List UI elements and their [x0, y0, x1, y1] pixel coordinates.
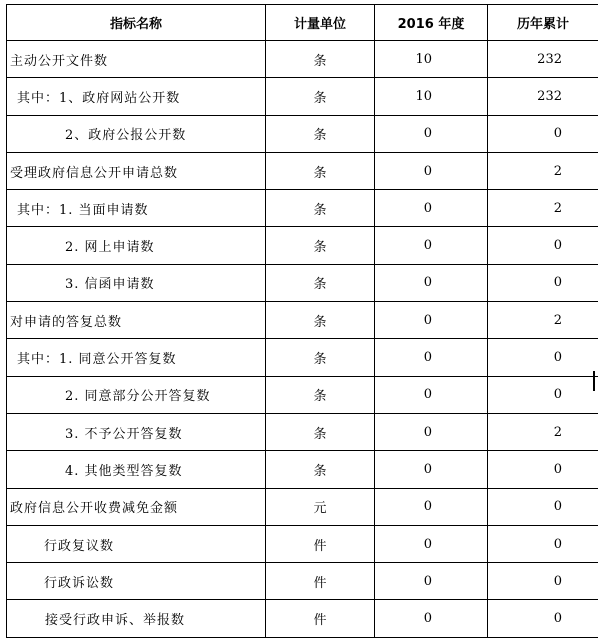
- table-header-row: [7, 5, 598, 41]
- row-unit: 条: [266, 190, 375, 227]
- table-row: [7, 152, 598, 189]
- row-name: 其中：1. 当面申请数: [7, 190, 266, 227]
- row-total-value: 0: [488, 451, 598, 488]
- row-unit: 条: [266, 302, 375, 339]
- row-total-value: 2: [488, 302, 598, 339]
- table-row: [7, 190, 598, 227]
- row-unit: 元: [266, 488, 375, 525]
- row-year-value: 0: [375, 600, 488, 637]
- header-indicator-name: 指标名称: [7, 5, 266, 41]
- row-year-value: 0: [375, 376, 488, 413]
- text-cursor-mark: [593, 371, 595, 391]
- table-row: [7, 525, 598, 562]
- row-name: 3. 信函申请数: [7, 264, 266, 301]
- row-unit: 条: [266, 376, 375, 413]
- row-total-value: 2: [488, 413, 598, 450]
- info-disclosure-table: [6, 4, 598, 638]
- table-row: [7, 264, 598, 301]
- row-name: 2. 网上申请数: [7, 227, 266, 264]
- table-row: [7, 376, 598, 413]
- row-total-value: 0: [488, 376, 598, 413]
- row-name: 政府信息公开收费减免金额: [7, 488, 266, 525]
- row-unit: 条: [266, 413, 375, 450]
- row-year-value: 0: [375, 525, 488, 562]
- table-row: [7, 115, 598, 152]
- table-row: [7, 227, 598, 264]
- table-row: [7, 78, 598, 115]
- row-year-value: 10: [375, 41, 488, 78]
- row-year-value: 0: [375, 488, 488, 525]
- row-year-value: 0: [375, 190, 488, 227]
- row-total-value: 0: [488, 227, 598, 264]
- row-unit: 条: [266, 115, 375, 152]
- row-total-value: 2: [488, 152, 598, 189]
- row-year-value: 0: [375, 563, 488, 600]
- row-unit: 件: [266, 525, 375, 562]
- row-year-value: 0: [375, 302, 488, 339]
- row-year-value: 0: [375, 264, 488, 301]
- row-name: 其中：1. 同意公开答复数: [7, 339, 266, 376]
- row-year-value: 0: [375, 115, 488, 152]
- table-row: [7, 302, 598, 339]
- table-row: [7, 41, 598, 78]
- row-name: 2. 同意部分公开答复数: [7, 376, 266, 413]
- row-total-value: 2: [488, 190, 598, 227]
- row-name: 受理政府信息公开申请总数: [7, 152, 266, 189]
- row-name: 行政复议数: [7, 525, 266, 562]
- row-unit: 件: [266, 563, 375, 600]
- table-row: [7, 339, 598, 376]
- row-year-value: 0: [375, 227, 488, 264]
- table-row: [7, 488, 598, 525]
- row-name: 2、政府公报公开数: [7, 115, 266, 152]
- row-unit: 件: [266, 600, 375, 637]
- row-total-value: 0: [488, 563, 598, 600]
- row-unit: 条: [266, 339, 375, 376]
- table-row: [7, 413, 598, 450]
- row-total-value: 0: [488, 525, 598, 562]
- row-name: 3. 不予公开答复数: [7, 413, 266, 450]
- row-total-value: 0: [488, 339, 598, 376]
- row-total-value: 0: [488, 600, 598, 637]
- row-name: 主动公开文件数: [7, 41, 266, 78]
- row-unit: 条: [266, 227, 375, 264]
- row-total-value: 0: [488, 264, 598, 301]
- header-year-2016: 2016 年度: [375, 5, 488, 41]
- table-row: [7, 451, 598, 488]
- table-row: [7, 600, 598, 637]
- row-year-value: 10: [375, 78, 488, 115]
- table-row: [7, 563, 598, 600]
- row-name: 行政诉讼数: [7, 563, 266, 600]
- row-unit: 条: [266, 78, 375, 115]
- row-total-value: 232: [488, 78, 598, 115]
- row-unit: 条: [266, 264, 375, 301]
- row-year-value: 0: [375, 339, 488, 376]
- row-total-value: 232: [488, 41, 598, 78]
- row-unit: 条: [266, 152, 375, 189]
- info-disclosure-table-wrapper: [6, 4, 598, 638]
- header-cumulative: 历年累计: [488, 5, 598, 41]
- row-year-value: 0: [375, 451, 488, 488]
- row-name: 其中：1、政府网站公开数: [7, 78, 266, 115]
- row-total-value: 0: [488, 115, 598, 152]
- row-name: 接受行政申诉、举报数: [7, 600, 266, 637]
- row-total-value: 0: [488, 488, 598, 525]
- row-name: 4. 其他类型答复数: [7, 451, 266, 488]
- row-year-value: 0: [375, 152, 488, 189]
- header-unit: 计量单位: [266, 5, 375, 41]
- row-unit: 条: [266, 451, 375, 488]
- row-unit: 条: [266, 41, 375, 78]
- row-name: 对申请的答复总数: [7, 302, 266, 339]
- row-year-value: 0: [375, 413, 488, 450]
